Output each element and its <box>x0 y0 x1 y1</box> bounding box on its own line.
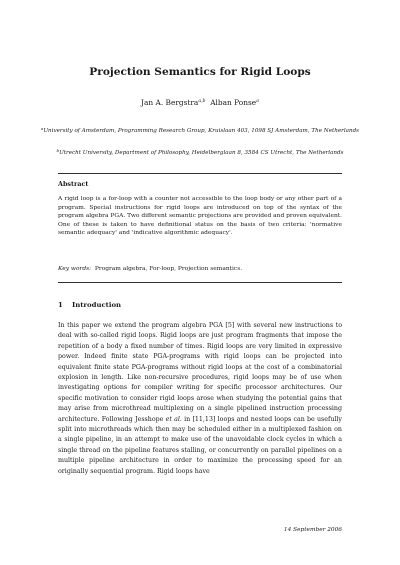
intro-etal: et al. <box>165 415 182 423</box>
affiliation-mark: a,b <box>198 99 206 104</box>
affiliation-mark: a <box>40 126 44 131</box>
keywords-text: Program algebra, For-loop, Projection semantics. <box>94 266 243 272</box>
intro-text-part: in [11,13] loops and nested loops can be usefully split into microthreads which then may be scheduled either in a multiplexed fashion on a single pipeline, in an attempt to make use of the unavoidable clock cycles in which a single thread on the pipeline features stalling, or concurrently on parallel pipelines on a multiple pipeline architecture in order to maximize the processing speed for an originally sequential program. Rigid loops have <box>58 415 342 475</box>
affiliation-text: Utrecht University, Department of Philosophy, Heidelberglaan 8, 3584 CS Utrecht, The Netherlands <box>59 150 344 156</box>
abstract-text: A rigid loop is a for-loop with a counter not accessible to the loop body or any other part of a program. Special instructions for rigid loops are introduced on top of the syntax of the program algebra PGA. Two different semantic projections are provided and proven equivalent. One of these is taken to have definitional status on the basis of two criteria: 'normative semantic adequacy' and 'indicative algorithmic adequacy'. <box>58 196 342 237</box>
affiliation-text: University of Amsterdam, Programming Research Group, Kruislaan 403, 1098 SJ Amsterdam, The Netherlands <box>43 128 360 134</box>
section-heading <box>58 301 121 309</box>
abstract-top-rule <box>58 173 342 174</box>
author-line <box>0 98 400 107</box>
author-name: Alban Ponse <box>210 98 257 107</box>
abstract-heading: Abstract <box>58 180 89 188</box>
intro-paragraph <box>58 321 342 477</box>
paper-title: Projection Semantics for Rigid Loops <box>89 66 311 78</box>
affiliation-mark: b <box>56 148 60 153</box>
intro-text-part: In this paper we extend the program algebra PGA [5] with several new instructions to deal with so-called rigid loops. Rigid loops are just program fragments that impose the repetition of a body a fixed number of times. Rigid loops are very limited in expressive power. Indeed finite state PGA-programs with rigid loops can be projected into equivalent finite state PGA-programs without rigid loops at the cost of a combinatorial explosion in length. Like non-recursive procedures, rigid loops may be of use when investigating options for compiler writing for specific processor architectures. Our specific motivation to consider rigid loops arose when studying the potential gains that may arise from microthread multiplexing on a single pipelined instruction processing architecture. Following Jesshope <box>58 322 342 423</box>
affiliation-mark: a <box>256 99 259 104</box>
author-name: Jan A. Bergstra <box>141 98 199 107</box>
date-footer: 14 September 2006 <box>283 527 342 533</box>
keywords-label: Key words: <box>58 266 92 272</box>
section-number: 1 <box>58 301 63 309</box>
abstract-bottom-rule <box>58 282 342 283</box>
section-title: Introduction <box>72 301 122 309</box>
keywords <box>58 265 342 274</box>
affiliation-a <box>40 125 360 135</box>
affiliation-b <box>40 147 360 157</box>
